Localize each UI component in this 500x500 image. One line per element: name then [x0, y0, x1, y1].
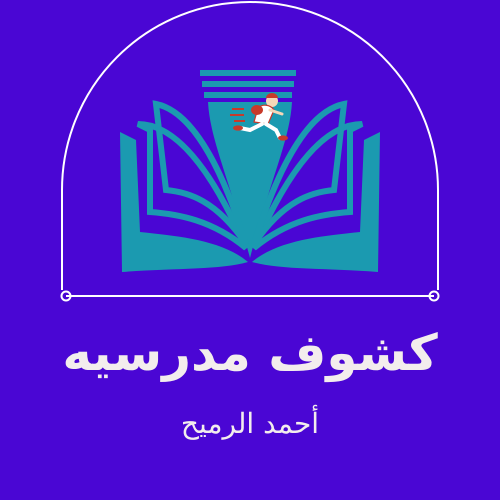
book-top-bar-3: [204, 92, 292, 98]
book-top-bar-2: [202, 81, 294, 87]
open-book-icon: [120, 70, 380, 272]
runner-shoe: [278, 135, 288, 140]
logo-title: كشوف مدرسيه: [62, 324, 438, 382]
runner-shoe: [233, 125, 243, 130]
logo-author: أحمد الرميح: [180, 407, 320, 440]
book-top-bar-1: [200, 70, 296, 76]
runner-backpack: [251, 105, 263, 115]
